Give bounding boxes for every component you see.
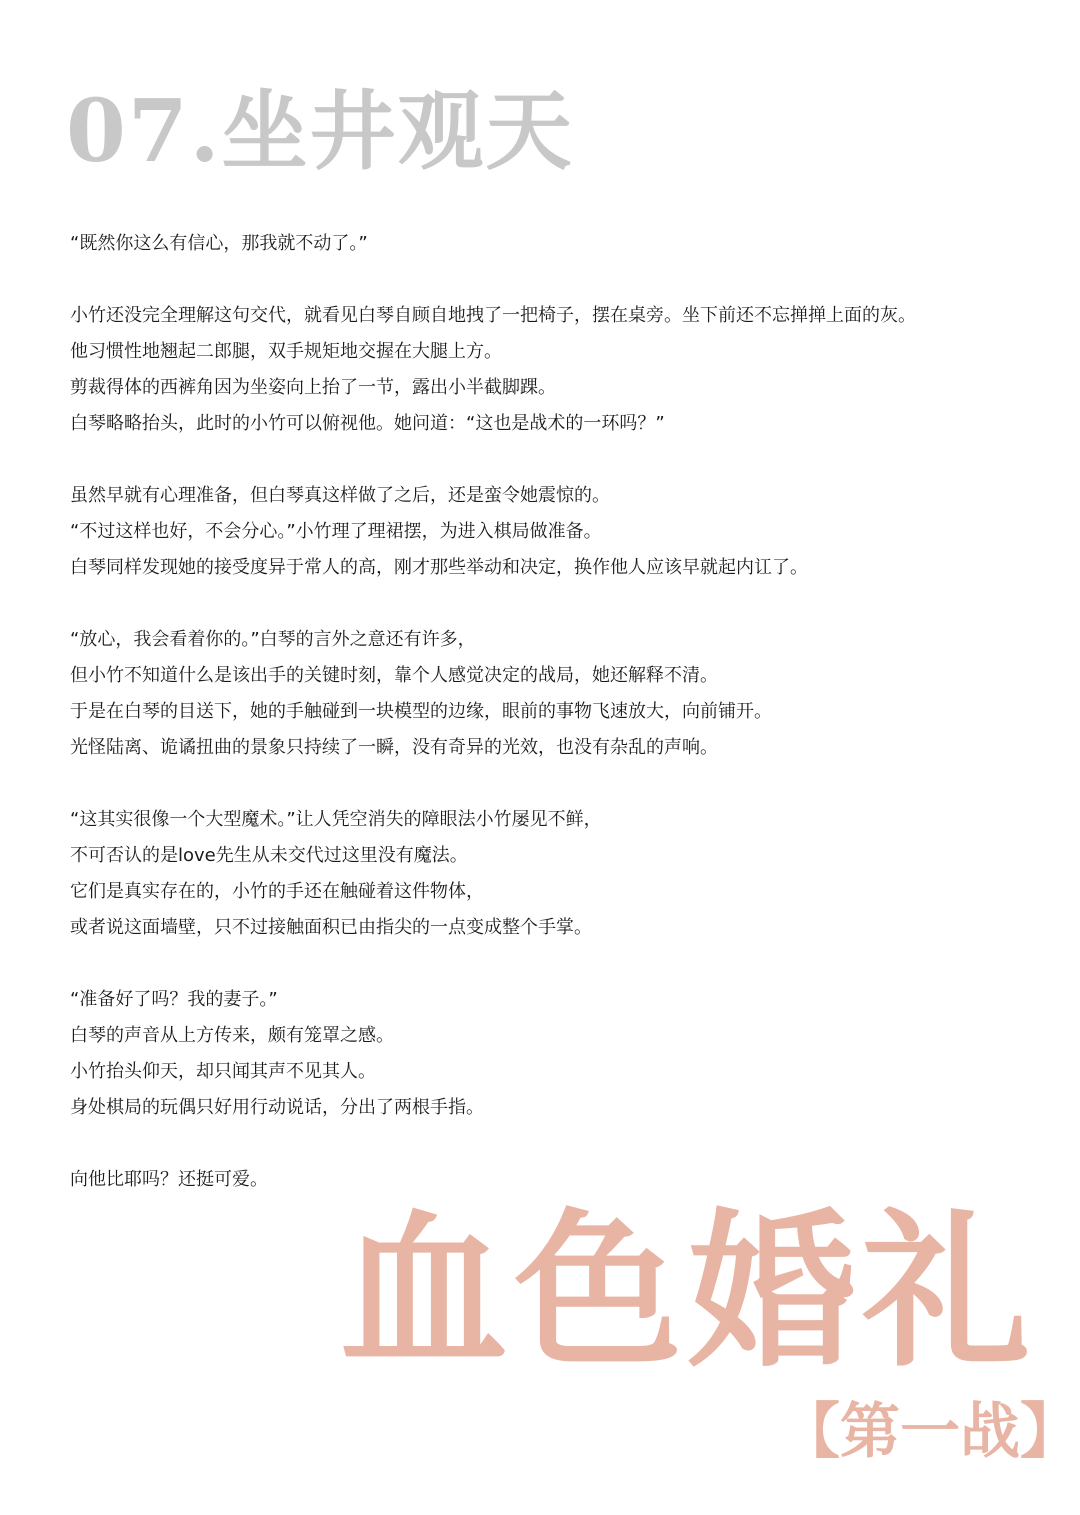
book-title: 血色婚礼 [340,1192,1036,1390]
text-line: 虽然早就有心理准备，但白琴真这样做了之后，还是蛮令她震惊的。 [70,485,610,506]
text-line: 小竹还没完全理解这句交代，就看见白琴自顾自地拽了一把椅子，摆在桌旁。坐下前还不忘掸掸上面的灰。 [70,305,916,326]
text-line: 白琴略略抬头，此时的小竹可以俯视他。她问道：“这也是战术的一环吗？” [70,413,665,434]
text-line: 白琴的声音从上方传来，颇有笼罩之感。 [70,1025,394,1046]
paragraph [70,622,1050,766]
paragraph [70,982,1050,1126]
text-line: 它们是真实存在的，小竹的手还在触碰着这件物体， [70,881,484,902]
paragraph [70,802,1050,946]
text-line: 于是在白琴的目送下，她的手触碰到一块模型的边缘，眼前的事物飞速放大，向前铺开。 [70,701,772,722]
body-text [70,226,1050,1234]
text-line: 但小竹不知道什么是该出手的关键时刻，靠个人感觉决定的战局，她还解释不清。 [70,665,718,686]
text-line: 小竹抬头仰天，却只闻其声不见其人。 [70,1061,376,1082]
paragraph [70,478,1050,586]
book-subtitle: 【第一战】 [780,1397,1080,1467]
paragraph [70,298,1050,442]
text-line: “这其实很像一个大型魔术。”让人凭空消失的障眼法小竹屡见不鲜， [70,809,602,830]
text-line: 光怪陆离、诡谲扭曲的景象只持续了一瞬，没有奇异的光效，也没有杂乱的声响。 [70,737,718,758]
text-line: “不过这样也好，不会分心。”小竹理了理裙摆，为进入棋局做准备。 [70,521,602,542]
text-line: 不可否认的是love先生从未交代过这里没有魔法。 [70,845,468,866]
chapter-title: 07.坐井观天 [66,81,574,182]
text-line: 或者说这面墙壁，只不过接触面积已由指尖的一点变成整个手掌。 [70,917,592,938]
paragraph [70,226,1050,262]
text-line: 剪裁得体的西裤角因为坐姿向上抬了一节，露出小半截脚踝。 [70,377,556,398]
text-line: “放心，我会看着你的。”白琴的言外之意还有许多， [70,629,476,650]
text-line: 向他比耶吗？还挺可爱。 [70,1169,268,1190]
text-line: “准备好了吗？我的妻子。” [70,989,278,1010]
text-line: 白琴同样发现她的接受度异于常人的高，刚才那些举动和决定，换作他人应该早就起内讧了。 [70,557,808,578]
text-line: 他习惯性地翘起二郎腿，双手规矩地交握在大腿上方。 [70,341,502,362]
text-line: “既然你这么有信心，那我就不动了。” [70,233,368,254]
text-line: 身处棋局的玩偶只好用行动说话，分出了两根手指。 [70,1097,484,1118]
